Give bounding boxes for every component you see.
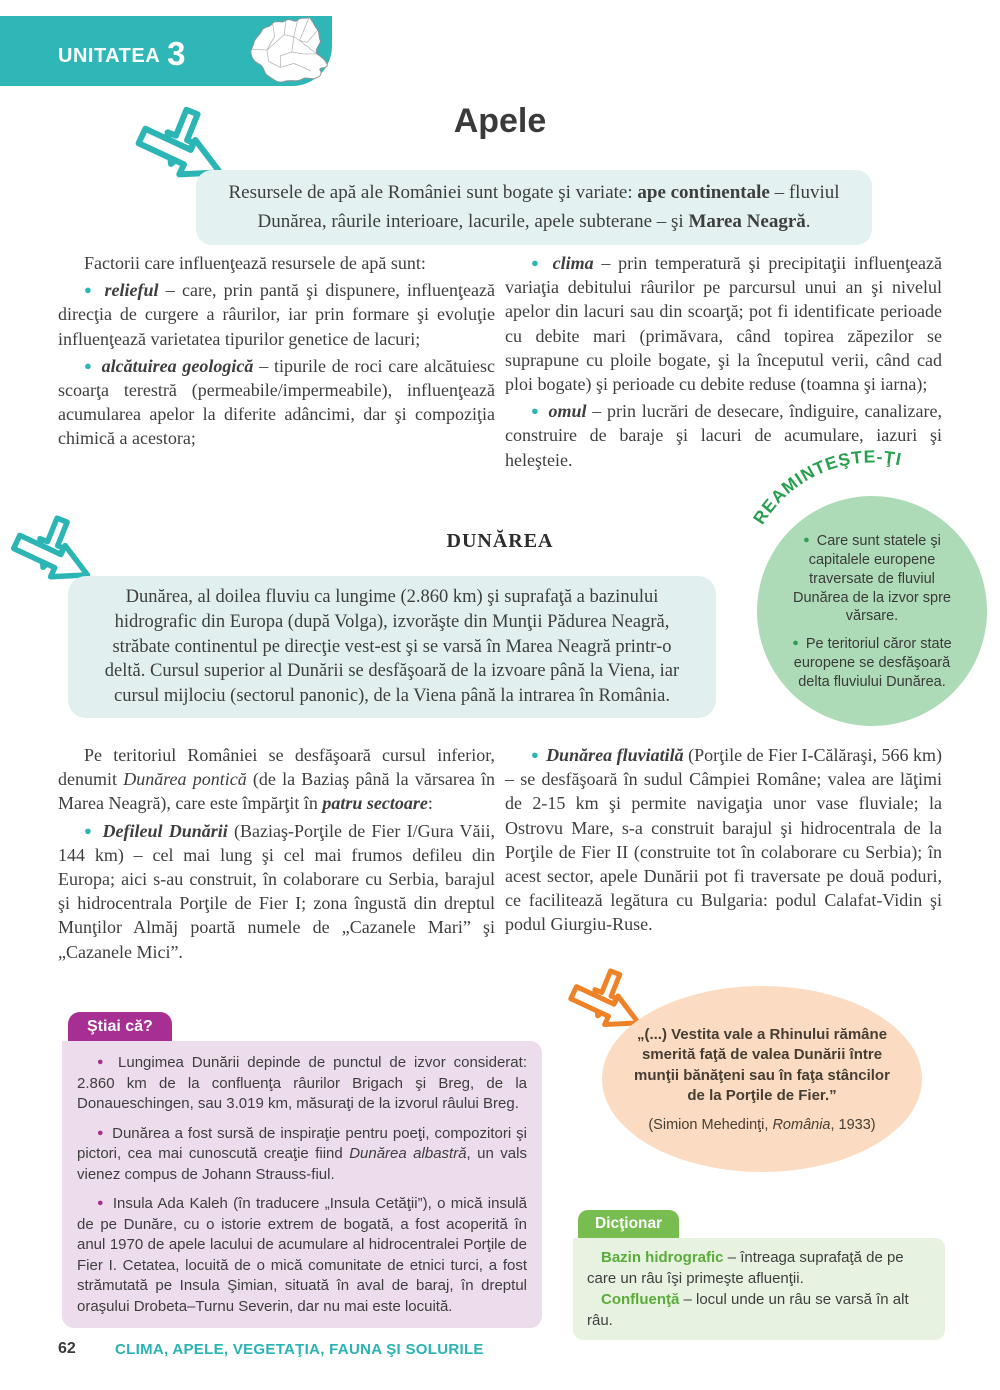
- did-you-know-item-1: ● Lungimea Dunării depinde de punctul de izvor considerat: 2.860 km de la confluenţa râurilor Brigach şi Breg, de la Donaueschingen, sau 3.019 km, măsuraţi de la izvorul râului Breg.: [77, 1054, 527, 1113]
- danube-summary-text: Dunărea, al doilea fluviu ca lungime (2.860 km) şi suprafaţă a bazinului hidrografic din Europa (după Volga), izvorăşte din Munţii Pădurea Neagră, străbate continentul pe direcţie vest-est şi se varsă în Marea Neagră printr-o deltă. Cursul superior al Dunării se desfăşoară de la izvoare până la Viena, iar cursul mijlociu (sectorul panonic), de la Viena până la intrarea în România.: [104, 587, 680, 707]
- dictionary-entry-confluenta: Confluenţă – locul unde un râu se varsă în alt râu.: [587, 1291, 909, 1329]
- unit-banner-text: [58, 35, 186, 73]
- remember-question-2: ● Pe teritoriul căror state europene se desfăşoară delta fluviului Dunărea.: [792, 636, 952, 690]
- remember-circle: [757, 496, 987, 726]
- dunarea-heading: DUNĂREA: [446, 530, 554, 552]
- sectors-intro: Pe teritoriul României se desfăşoară cursul inferior, denumit Dunărea pontică (de la Baziaş până la vărsarea în Marea Neagră), care este împărţit în patru sectoare:: [58, 745, 496, 814]
- factors-lead: Factorii care influenţează resursele de apă sunt:: [84, 253, 426, 273]
- danube-summary-box: [68, 576, 716, 718]
- factor-omul: ● omul – prin lucrări de desecare, îndiguire, canalizare, construire de baraje şi lacuri de acumulare, iazuri şi heleşteie.: [505, 401, 942, 470]
- sectors-left-column: [58, 743, 495, 964]
- sector-dunarea-fluviatila: ● Dunărea fluviatilă (Porţile de Fier I-Călăraşi, 566 km) – se desfăşoară în sudul Câmpiei Române; valea are lăţimi de 2-15 km şi permite navigaţia unor vase fluviale; la Ostrovu Mare, s-a construit barajul şi hidrocentrala de la Porţile de Fier II (construite tot în colaborare cu Serbia); în acest sector, apele Dunării pot fi traversate pe două poduri, ce facilitează legătura cu Bulgaria: podul Calafat-Vidin şi podul Giurgiu-Ruse.: [505, 745, 943, 935]
- chapter-footer: CLIMA, APELE, VEGETAŢIA, FAUNA ŞI SOLURILE: [115, 1341, 484, 1358]
- remember-title: REAMINTEŞTE-ŢI: [748, 446, 904, 528]
- dictionary-tab: Dicţionar: [578, 1210, 679, 1238]
- factors-left-column: [58, 251, 495, 451]
- did-you-know-item-3: ● Insula Ada Kaleh (în traducere „Insula Cetăţii”), o mică insulă de pe Dunăre, cu o istorie extrem de bogată, a fost acoperită în anul 1970 de apele lacului de acumulare al hidrocentralei Porţile de Fier I. Cetatea, locuită de o mică comunitate de etnici turci, a fost strămutată pe Insula Şimian, situată în aval de baraj, în dreptul oraşului Drobeta–Turnu Severin, dar nu mai este locuită.: [77, 1195, 527, 1316]
- factor-alcatuirea-geologica: ● alcătuirea geologică – tipurile de roci care alcătuiesc scoarţa terestră (permeabile/impermeabile), influenţează acumularea apelor la diferite adâncimi, dar şi compoziţia chimică a acestora;: [58, 355, 495, 449]
- dictionary-entry-bazin-hidrografic: Bazin hidrografic – întreaga suprafaţă de pe care un râu îşi primeşte afluenţii.: [587, 1249, 904, 1287]
- sector-defileul-dunarii: ● Defileul Dunării (Baziaş-Porţile de Fier I/Gura Văii, 144 km) – cel mai lung şi cel mai frumos defileu din Europa; aici s-au construit, în colaborare cu Serbia, barajul şi hidrocentrala Porţile de Fier I; zona îngustă din dreptul Munţilor Almăj poartă numele de „Cazanele Mari” şi „Cazanele Mici”.: [58, 820, 496, 962]
- factor-relieful: ● relieful – care, prin pantă şi dispunere, influenţează direcţia de curgere a râurilor, iar prin formare şi evoluţie influenţează varietatea tipurilor genetice de lacuri;: [58, 280, 495, 349]
- intro-box: [196, 170, 872, 245]
- dictionary-box: [573, 1238, 945, 1340]
- intro-text: Resursele de apă ale României sunt bogate şi variate: ape continentale – fluviul Dunărea, râurile interioare, lacurile, apele subterane – şi Marea Neagră.: [228, 182, 840, 232]
- romania-map-icon: [240, 5, 336, 99]
- unit-label: UNITATEA: [58, 45, 161, 67]
- did-you-know-box: [62, 1041, 542, 1328]
- remember-question-1: ● Care sunt statele şi capitalele europene traversate de fluviul Dunărea de la izvor spre vărsare.: [793, 533, 951, 625]
- factors-right-column: [505, 251, 942, 472]
- quote-text: „(...) Vestita vale a Rhinului rămâne smerită faţă de valea Dunării între munţii bănăţeni sau în faţa stâncilor de la Porţile de Fier.”: [634, 1025, 890, 1104]
- page-title: Apele: [453, 102, 547, 140]
- unit-number: 3: [167, 35, 186, 72]
- page-number: 62: [58, 1340, 76, 1357]
- did-you-know-tab: Ştiai că?: [68, 1012, 172, 1041]
- did-you-know-item-2: ● Dunărea a fost sursă de inspiraţie pentru poeţi, compozitori şi pictori, cea mai cunoscută creaţie fiind Dunărea albastră, un vals vienez compus de Johann Strauss-fiul.: [77, 1124, 527, 1183]
- quote-attribution: (Simion Mehedinţi, România, 1933): [648, 1117, 876, 1134]
- sectors-right-column: [505, 743, 942, 937]
- factor-clima: ● clima – prin temperatură şi precipitaţii influenţează variaţia debitului râurilor pe parcursul unui an şi nivelul apelor din lacuri sau din scoarţă; pot fi identificate perioade cu debite mari (primăvara, când topirea zăpezilor se suprapune cu ploile bogate, şi la începutul verii, când cad ploi bogate) şi perioade cu debite reduse (toamna şi iarna);: [505, 253, 942, 395]
- quote-ellipse: [602, 986, 922, 1172]
